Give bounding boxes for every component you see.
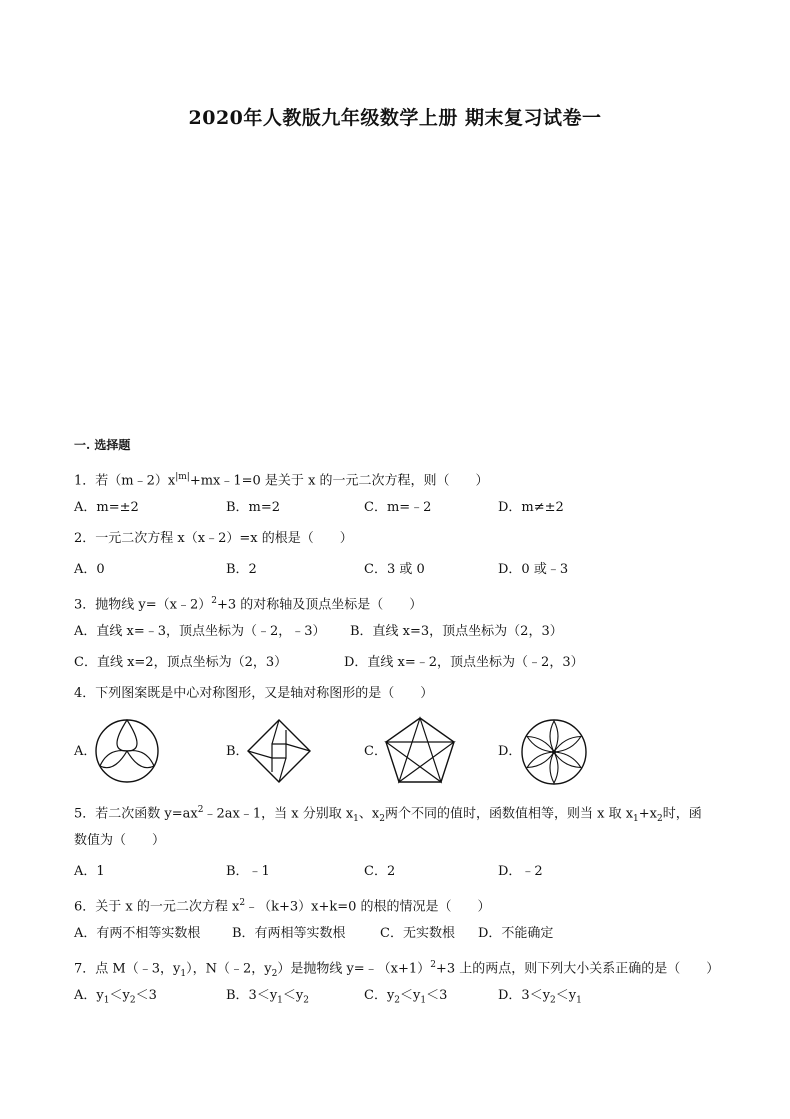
- question-1-stem: 1．若$(m﹣2)x^{|m|}+mx﹣1=0$ 是关于 x 的一元二次方程，则（ ）: [74, 472, 489, 489]
- question-5-option-a: A．1: [74, 864, 105, 879]
- question-5-option-d: D．﹣2: [498, 864, 543, 879]
- question-2-option-a: A．0: [74, 562, 105, 577]
- question-7-stem: 7．点 M（﹣3，$y_1$），N（﹣2，$y_2$）是抛物线 $y=﹣(x+1)^2+3$ 上的两点，则下列大小关系正确的是（ ）: [74, 960, 720, 979]
- question-1-option-d: D．m≠±2: [498, 500, 564, 515]
- question-1-option-a: A．m=±2: [74, 500, 139, 515]
- star-pentagon-icon: [384, 716, 456, 784]
- question-6-stem: 6．关于 x 的一元二次方程 $x^2﹣(k+3)x+k=0$ 的根的情况是（ ）: [74, 898, 491, 915]
- question-6-option-a: A．有两不相等实数根: [74, 926, 201, 941]
- question-6-option-d: D．不能确定: [478, 926, 554, 941]
- question-7-option-d: D．$3<y_2<y_1$: [498, 988, 582, 1006]
- question-7-option-c: C．$y_2<y_1<3$: [364, 988, 448, 1006]
- section-heading: 一. 选择题: [74, 438, 131, 452]
- question-3-option-c: C．直线 x=2，顶点坐标为（2，3）: [74, 655, 288, 670]
- question-3-option-b: B．直线 x=3，顶点坐标为（2，3）: [350, 624, 563, 639]
- question-6-option-c: C．无实数根: [380, 926, 455, 941]
- question-5-option-c: C．2: [364, 864, 396, 879]
- question-1-option-c: C．m=﹣2: [364, 500, 432, 515]
- question-2-option-b: B．2: [226, 562, 257, 577]
- question-5-option-b: B．﹣1: [226, 864, 270, 879]
- question-1-option-b: B．m=2: [226, 500, 281, 515]
- pinwheel-square-icon: [246, 718, 312, 784]
- question-5-stem-continued: 数值为（ ）: [74, 833, 166, 848]
- question-2-option-c: C．3 或 0: [364, 562, 425, 577]
- question-4-stem: 4．下列图案既是中心对称图形，又是轴对称图形的是（ ）: [74, 686, 434, 701]
- question-4-option-b: B．: [226, 744, 249, 759]
- question-3-option-a: A．直线 x=﹣3，顶点坐标为（﹣2，﹣3）: [74, 624, 326, 639]
- question-2-stem: 2．一元二次方程 x（x﹣2）=x 的根是（ ）: [74, 531, 353, 546]
- question-4-option-a: A．: [74, 744, 97, 759]
- page-title: 2020年人教版九年级数学上册 期末复习试卷一: [188, 107, 602, 129]
- question-5-stem: 5．若二次函数 $y=ax^2﹣2ax﹣1$，当 x 分别取 $x_1$、$x_2$两个不同的值时，函数值相等，则当 x 取 $x_1+x_2$时，函: [74, 805, 702, 824]
- question-4-option-d: D．: [498, 744, 522, 759]
- question-4-option-c: C．: [364, 744, 387, 759]
- question-3-option-d: D．直线 x=﹣2，顶点坐标为（﹣2，3）: [344, 655, 584, 670]
- question-7-option-b: B．$3<y_1<y_2$: [226, 988, 309, 1006]
- question-7-option-a: A．$y_1<y_2<3$: [74, 988, 157, 1006]
- three-petal-circle-icon: [94, 718, 160, 784]
- question-2-option-d: D．0 或﹣3: [498, 562, 569, 577]
- question-6-option-b: B．有两相等实数根: [232, 926, 346, 941]
- question-3-stem: 3．抛物线 y=（x﹣2）$^2$+3 的对称轴及顶点坐标是（ ）: [74, 596, 423, 613]
- six-petal-circle-icon: [520, 718, 588, 786]
